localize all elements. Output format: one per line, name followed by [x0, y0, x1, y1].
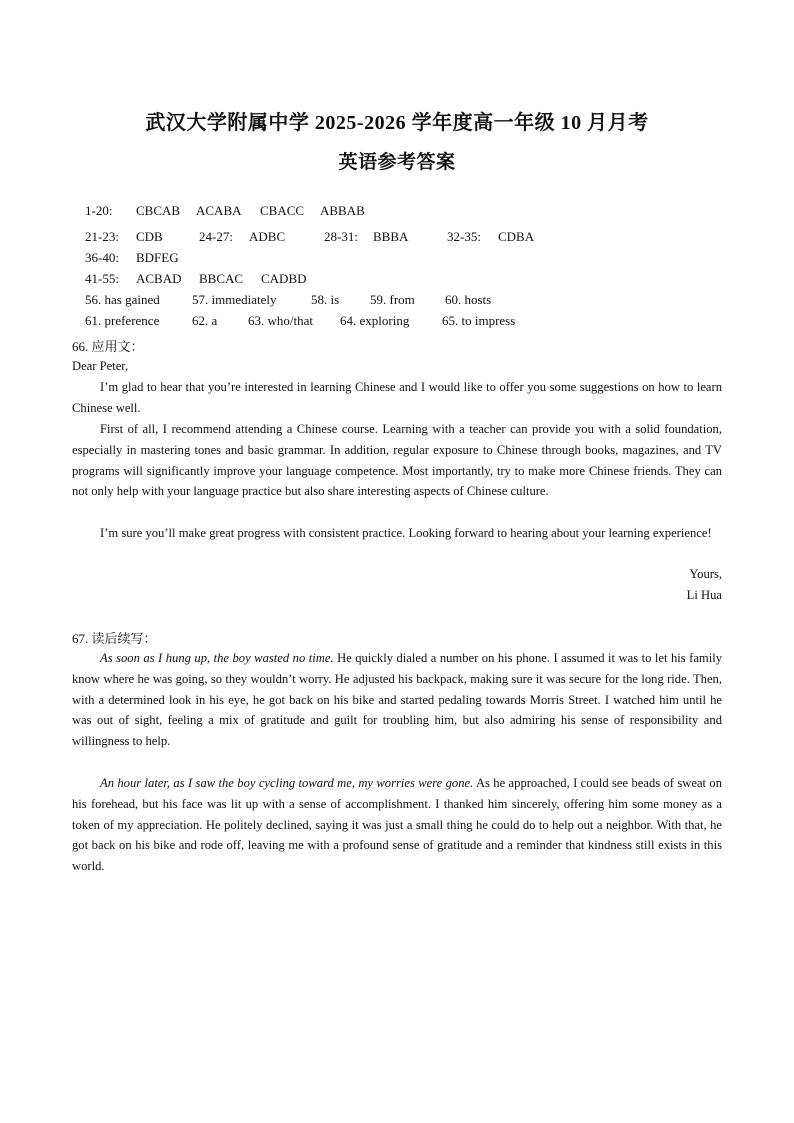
answer-group: ABBAB — [320, 203, 365, 218]
answer-range-label: 41-55: — [85, 271, 119, 286]
paragraph-body: As he approached, I could see beads of sweat on his forehead, but his face was lit up with a sense of accomplishment. I thanked him sincerely, offering him some money as a token of my appreciation. He politely declined, saying it was just a small thing he could do to help out a neighbor. With that, he got back on his bike and rode off, leaving me with a profound sense of gratitude and a reminder that kindness still exists in this world. — [72, 776, 723, 874]
answer-group: CADBD — [261, 271, 307, 286]
answer-item: 64. exploring — [340, 313, 410, 328]
answer-value: ADBC — [249, 229, 286, 244]
q66-label: 66. 应用文： — [72, 339, 144, 354]
answer-item: 59. from — [370, 292, 415, 307]
continuation-paragraph-2 — [72, 773, 722, 877]
letter-paragraph-3: I’m sure you’ll make great progress with consistent practice. Looking forward to hearing about your learning experience! — [100, 526, 712, 540]
letter-salutation: Dear Peter, — [72, 359, 129, 373]
answer-value: BDFEG — [136, 250, 179, 265]
page-title: 武汉大学附属中学 2025-2026 学年度高一年级 10 月月考 — [145, 112, 649, 134]
answer-value: CDB — [136, 229, 163, 244]
answer-item: 65. to impress — [442, 313, 516, 328]
answer-range-label: 1-20: — [85, 203, 113, 218]
continuation-paragraph-1 — [72, 648, 722, 752]
answer-range-label: 28-31: — [324, 229, 358, 244]
q67-label: 67. 读后续写： — [72, 631, 157, 646]
answer-item: 62. a — [192, 313, 218, 328]
answer-range-label: 24-27: — [199, 229, 233, 244]
answer-group: ACBAD — [136, 271, 182, 286]
answer-item: 61. preference — [85, 313, 160, 328]
answer-value: CDBA — [498, 229, 535, 244]
answer-group: CBCAB — [136, 203, 181, 218]
answer-group: CBACC — [260, 203, 305, 218]
answer-range-label: 36-40: — [85, 250, 119, 265]
answer-item: 57. immediately — [192, 292, 277, 307]
paragraph-lead-sentence: An hour later, as I saw the boy cycling toward me, my worries were gone. — [100, 776, 474, 790]
answer-group: ACABA — [196, 203, 242, 218]
paragraph-body: He quickly dialed a number on his phone. I assumed it was to let his family know where he was going, so they wouldn’t worry. He adjusted his backpack, making sure it was secure for the long ride. Then, with a determined look in his eye, he got back on his bike and started pedaling towards Morris Street. I watched him until he was out of sight, feeling a mix of gratitude and guilt for troubling him, but also admiring his sense of responsibility and willingness to help. — [72, 651, 723, 749]
answer-item: 60. hosts — [445, 292, 492, 307]
page-subtitle: 英语参考答案 — [338, 152, 456, 173]
letter-paragraph-2: First of all, I recommend attending a Chinese course. Learning with a teacher can provide you with a solid foundation, especially in mastering tones and basic grammar. In addition, regular exposure to Chinese through books, magazines, and TV programs will significantly improve your language competence. Most importantly, try to make more Chinese friends. They can not only help with your language practice but also share interesting aspects of Chinese culture. — [72, 422, 722, 499]
answer-item: 58. is — [311, 292, 340, 307]
answer-group: BBCAC — [199, 271, 244, 286]
paragraph-lead-sentence: As soon as I hung up, the boy wasted no time. — [100, 651, 334, 665]
answer-range-label: 32-35: — [447, 229, 481, 244]
letter-closing: Yours, — [689, 567, 722, 581]
answer-range-label: 21-23: — [85, 229, 119, 244]
answer-value: BBBA — [373, 229, 409, 244]
letter-paragraph-1: I’m glad to hear that you’re interested in learning Chinese and I would like to offer you some suggestions on how to learn Chinese well. — [72, 380, 722, 415]
answer-item: 63. who/that — [248, 313, 313, 328]
letter-signature: Li Hua — [686, 588, 722, 602]
answer-item: 56. has gained — [85, 292, 160, 307]
answer-row-61-65 — [72, 297, 515, 345]
